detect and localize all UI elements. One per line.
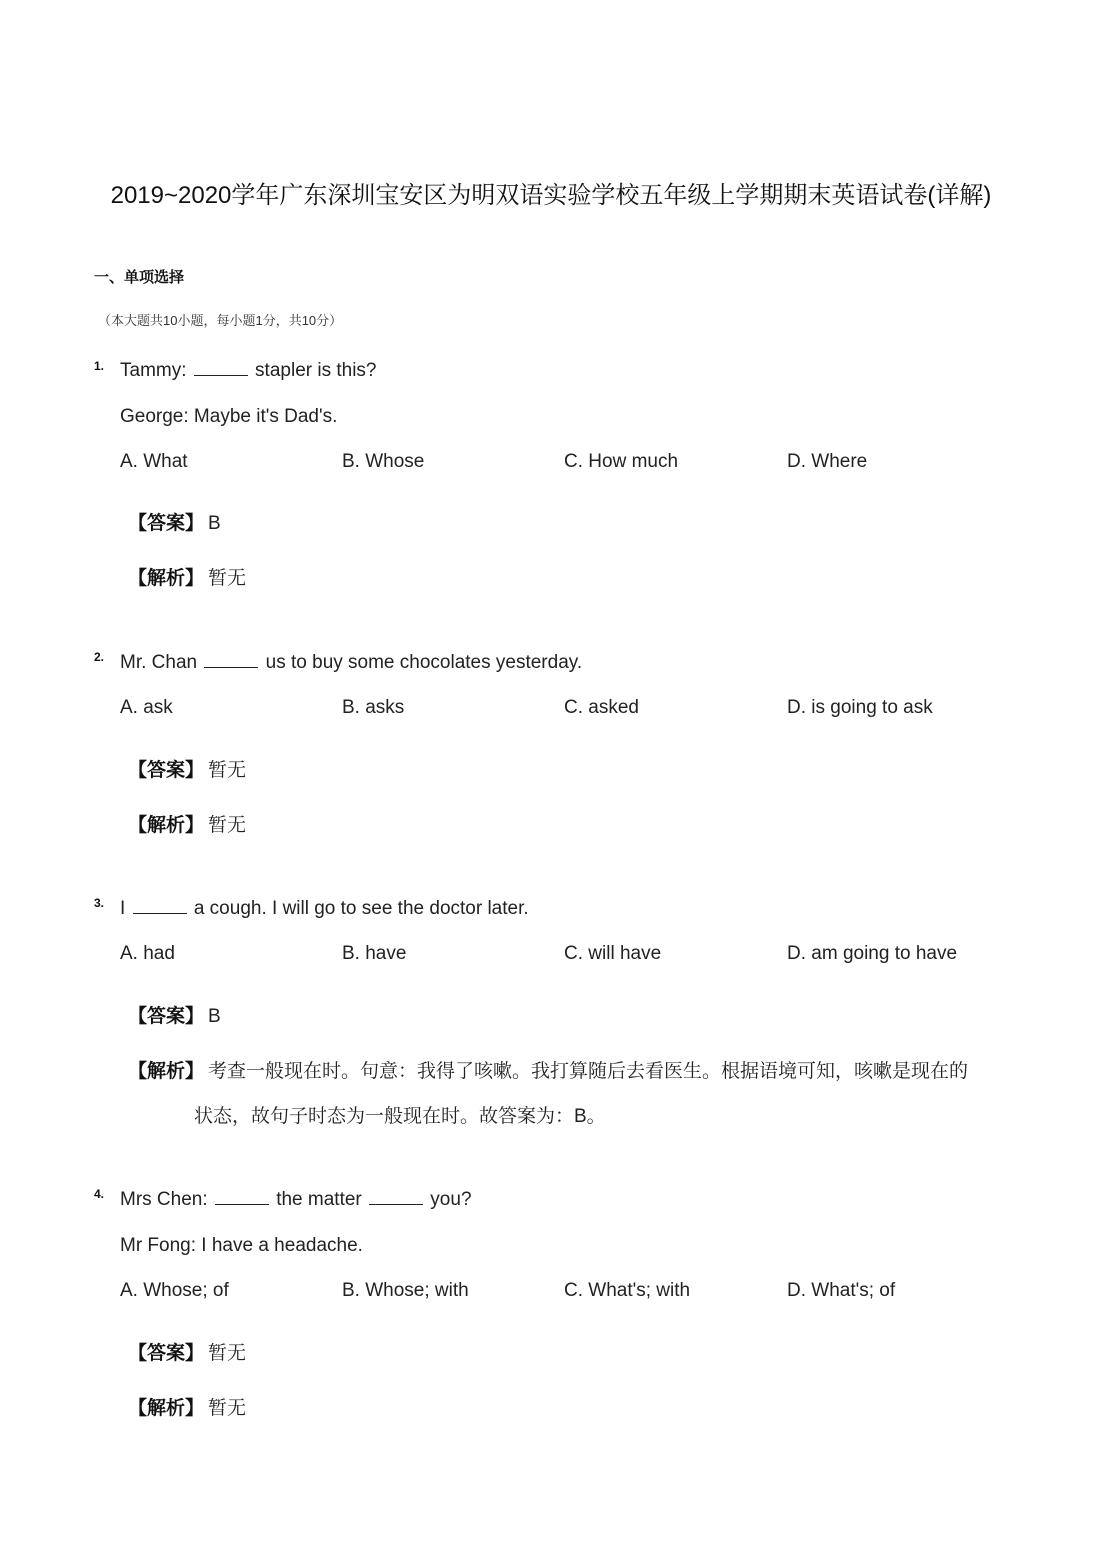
stem-text: a cough. I will go to see the doctor later. (188, 898, 529, 919)
fill-blank (215, 1188, 269, 1205)
option-b: B. asks (342, 697, 405, 718)
analysis-label: 【解析】 (128, 1061, 205, 1082)
analysis-value: 暂无 (208, 568, 247, 589)
answer-row (128, 757, 246, 785)
analysis-row (128, 565, 246, 593)
option-c: C. asked (564, 697, 639, 718)
stem-text: Mrs Chen: (120, 1189, 213, 1210)
answer-value: B (208, 513, 221, 534)
answer-row (128, 1003, 221, 1031)
analysis-row (128, 1395, 246, 1423)
option-a: A. had (120, 943, 175, 964)
section-note: （本大题共10小题，每小题1分，共10分） (98, 313, 343, 328)
option-a: A. Whose; of (120, 1280, 229, 1301)
answer-value: 暂无 (208, 1343, 247, 1364)
question-number: 1. (94, 359, 105, 373)
analysis-row (128, 812, 246, 840)
question-stem (120, 649, 582, 677)
question-stem: George: Maybe it's Dad's. (120, 406, 338, 427)
analysis-continuation: 状态，故句子时态为一般现在时。故答案为：B。 (194, 1106, 606, 1127)
option-a: A. What (120, 451, 188, 472)
option-b: B. have (342, 943, 407, 964)
stem-text: the matter (270, 1189, 368, 1210)
answer-label: 【答案】 (128, 1006, 205, 1027)
stem-text: Mr. Chan (120, 652, 203, 673)
option-d: D. What's; of (787, 1280, 896, 1301)
fill-blank (194, 359, 248, 376)
question-stem: Mr Fong: I have a headache. (120, 1235, 363, 1256)
answer-value: B (208, 1006, 221, 1027)
question-number: 4. (94, 1187, 105, 1201)
stem-text: I (120, 898, 131, 919)
answer-row (128, 1340, 246, 1368)
fill-blank (133, 897, 187, 914)
question-number: 2. (94, 650, 105, 664)
question-number: 3. (94, 896, 105, 910)
option-b: B. Whose; with (342, 1280, 469, 1301)
analysis-value: 暂无 (208, 1398, 247, 1419)
answer-row (128, 510, 221, 538)
answer-label: 【答案】 (128, 760, 205, 781)
fill-blank (369, 1188, 423, 1205)
question-stem (120, 357, 377, 385)
option-c: C. will have (564, 943, 662, 964)
answer-label: 【答案】 (128, 1343, 205, 1364)
analysis-value: 暂无 (208, 815, 247, 836)
page-title: 2019~2020学年广东深圳宝安区为明双语实验学校五年级上学期期末英语试卷(详解) (110, 182, 992, 209)
option-c: C. How much (564, 451, 679, 472)
answer-value: 暂无 (208, 760, 247, 781)
option-b: B. Whose (342, 451, 425, 472)
fill-blank (204, 651, 258, 668)
option-d: D. am going to have (787, 943, 958, 964)
answer-label: 【答案】 (128, 513, 205, 534)
stem-text: us to buy some chocolates yesterday. (260, 652, 583, 673)
stem-text: you? (425, 1189, 472, 1210)
question-stem (120, 895, 529, 923)
option-a: A. ask (120, 697, 173, 718)
analysis-row (128, 1058, 968, 1086)
analysis-label: 【解析】 (128, 1398, 205, 1419)
stem-text: stapler is this? (249, 360, 377, 381)
question-stem (120, 1186, 472, 1214)
option-c: C. What's; with (564, 1280, 691, 1301)
option-d: D. Where (787, 451, 868, 472)
stem-text: Tammy: (120, 360, 192, 381)
option-d: D. is going to ask (787, 697, 933, 718)
analysis-label: 【解析】 (128, 568, 205, 589)
analysis-label: 【解析】 (128, 815, 205, 836)
section-title: 一、单项选择 (94, 269, 185, 286)
analysis-value: 考查一般现在时。句意：我得了咳嗽。我打算随后去看医生。根据语境可知，咳嗽是现在的 (208, 1061, 969, 1082)
